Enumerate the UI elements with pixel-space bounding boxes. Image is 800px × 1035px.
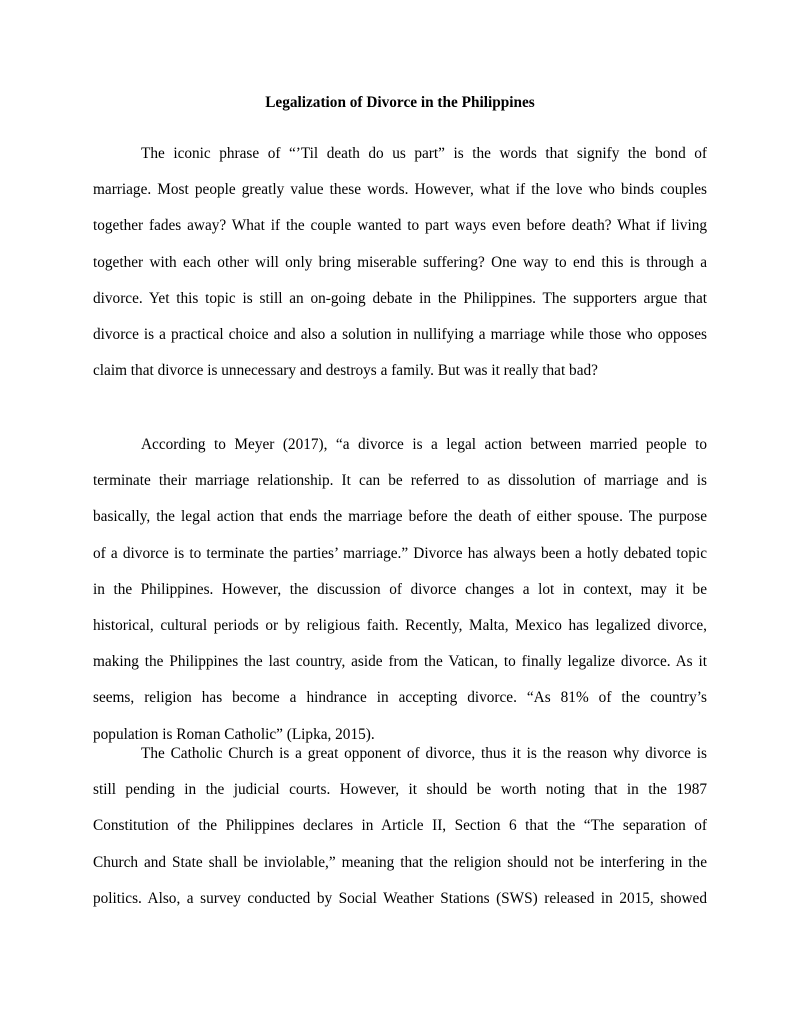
document-title: Legalization of Divorce in the Philippines [265, 94, 535, 111]
paragraph-line: basically, the legal action that ends the marriage before the death of either spouse. The purpose [93, 508, 707, 526]
paragraph-1 [93, 144, 707, 397]
paragraph-line: divorce is a practical choice and also a solution in nullifying a marriage while those who opposes [93, 325, 707, 343]
paragraph-line: in the Philippines. However, the discussion of divorce changes a lot in context, may it be [93, 580, 707, 598]
paragraph-line: of a divorce is to terminate the parties’ marriage.” Divorce has always been a hotly debated topic [93, 544, 707, 562]
paragraph-line: population is Roman Catholic” (Lipka, 2015). [93, 725, 375, 743]
paragraph-line: together fades away? What if the couple wanted to part ways even before death? What if living [93, 217, 707, 235]
paragraph-line: making the Philippines the last country, aside from the Vatican, to finally legalize divorce. As it [93, 653, 707, 671]
paragraph-line: still pending in the judicial courts. However, it should be worth noting that in the 1987 [93, 781, 707, 799]
paragraph-line: together with each other will only bring miserable suffering? One way to end this is through a [93, 253, 707, 271]
paragraph-line: claim that divorce is unnecessary and destroys a family. But was it really that bad? [93, 362, 598, 380]
paragraph-line: marriage. Most people greatly value these words. However, what if the love who binds couples [93, 181, 707, 199]
paragraph-line: The Catholic Church is a great opponent of divorce, thus it is the reason why divorce is [141, 745, 707, 762]
paragraph-line: terminate their marriage relationship. It can be referred to as dissolution of marriage and is [93, 472, 707, 490]
paragraph-line: seems, religion has become a hindrance in accepting divorce. “As 81% of the country’s [93, 689, 707, 707]
paragraph-line: The iconic phrase of “’Til death do us part” is the words that signify the bond of [141, 145, 707, 162]
paragraph-line: divorce. Yet this topic is still an on-going debate in the Philippines. The supporters argue that [93, 289, 707, 307]
paragraph-line: Church and State shall be inviolable,” meaning that the religion should not be interfering in the [93, 853, 707, 871]
paragraph-2 [93, 435, 707, 761]
paragraph-line: politics. Also, a survey conducted by Social Weather Stations (SWS) released in 2015, showed [93, 889, 707, 907]
paragraph-line: Constitution of the Philippines declares in Article II, Section 6 that the “The separation of [93, 817, 707, 835]
paragraph-3 [93, 744, 707, 925]
paragraph-line: According to Meyer (2017), “a divorce is a legal action between married people to [141, 436, 707, 453]
paragraph-line: historical, cultural periods or by religious faith. Recently, Malta, Mexico has legalized divorce, [93, 616, 707, 634]
